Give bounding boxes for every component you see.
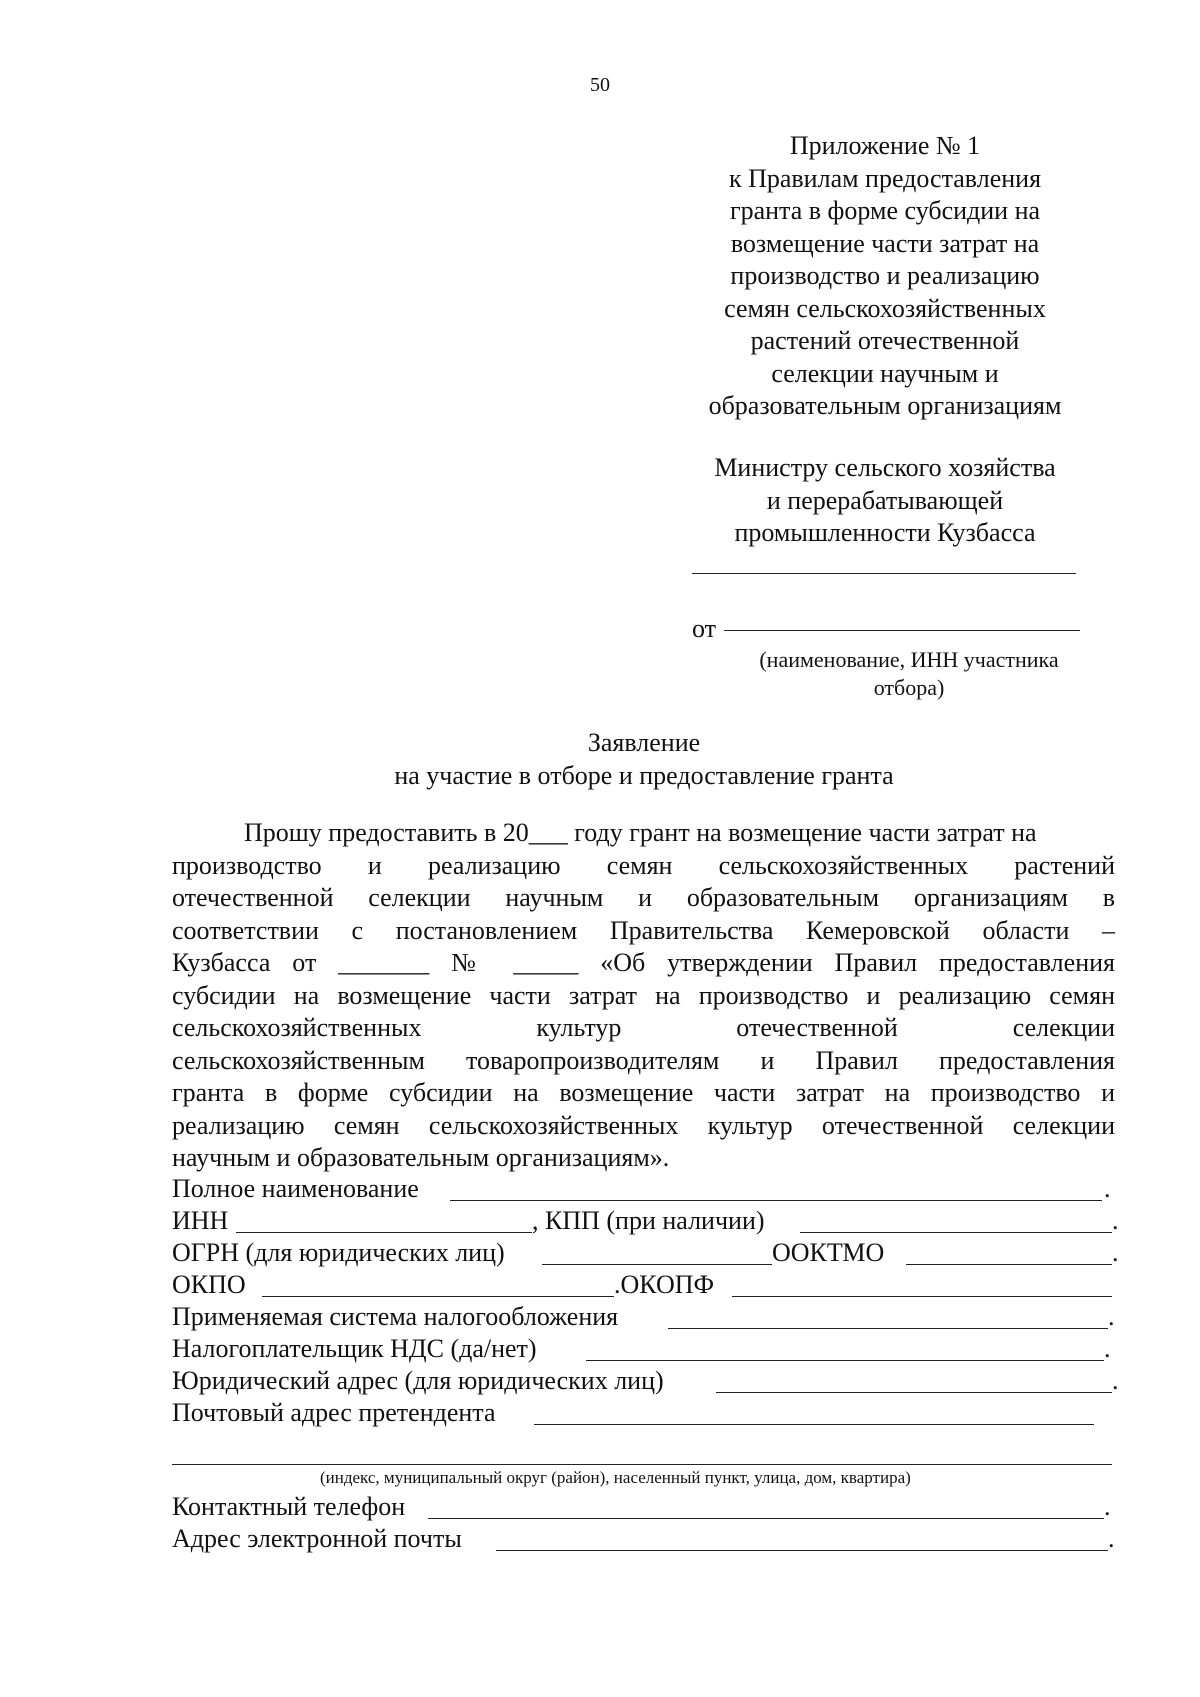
appendix-line: возмещение части затрат на: [730, 228, 1040, 258]
appendix-line: образовательным организациям: [708, 391, 1062, 420]
oktmo-label: ООКТМО: [772, 1238, 885, 1267]
addressee-line: промышленности Кузбасса: [734, 518, 1036, 547]
tax-system-field[interactable]: [668, 1328, 1108, 1329]
vat-label: Налогоплательщик НДС (да/нет): [172, 1334, 537, 1363]
form-row-ogrn-oktmo: [172, 1238, 1119, 1270]
phone-label: Контактный телефон: [172, 1492, 406, 1521]
body-line: Кузбасса от _______ № _____ «Об утверждении Правил предоставления: [172, 948, 1115, 977]
document-title: [0, 726, 1200, 792]
form-row-tax-system: [172, 1302, 1115, 1334]
row-end-dot: .: [1112, 1206, 1119, 1235]
body-line: сельскохозяйственным товаропроизводителям и Правил предоставления: [172, 1045, 1115, 1075]
legal-address-field[interactable]: [716, 1392, 1112, 1393]
addressee-block: [680, 452, 1090, 550]
from-note: (наименование, ИНН участника отбора): [759, 647, 1059, 700]
legal-address-label: Юридический адрес (для юридических лиц): [172, 1366, 664, 1395]
form-row-legal-address: [172, 1366, 1119, 1398]
appendix-line: Приложение № 1: [789, 131, 981, 160]
addressee-line: и перерабатывающей: [766, 485, 1004, 515]
appendix-line: растений отечественной: [750, 326, 1020, 355]
row-end-dot: .: [1104, 1174, 1111, 1203]
row-end-dot: .: [1112, 1238, 1119, 1267]
body-paragraph: [172, 817, 1115, 1175]
postal-address-field[interactable]: [534, 1424, 1094, 1425]
from-label: от: [692, 614, 717, 643]
email-label: Адрес электронной почты: [172, 1524, 462, 1553]
okpo-field[interactable]: [262, 1296, 614, 1297]
ogrn-label: ОГРН (для юридических лиц): [172, 1238, 505, 1267]
body-line: научным и образовательным организациям».: [172, 1143, 670, 1172]
appendix-line: к Правилам предоставления: [728, 163, 1042, 193]
addressee-blank-line[interactable]: [692, 573, 1076, 574]
full-name-field[interactable]: [450, 1200, 1102, 1201]
form-row-phone: [172, 1492, 1115, 1524]
oktmo-field[interactable]: [906, 1264, 1112, 1265]
tax-system-label: Применяемая система налогообложения: [172, 1302, 619, 1331]
form-row-vat: [172, 1334, 1115, 1366]
okopf-field[interactable]: [732, 1296, 1112, 1297]
title-line-2: на участие в отборе и предоставление гранта: [394, 761, 894, 790]
inn-label: ИНН: [172, 1206, 229, 1235]
body-line: Прошу предоставить в 20___ году грант на возмещение части затрат на: [244, 818, 1037, 847]
ogrn-field[interactable]: [542, 1264, 772, 1265]
phone-field[interactable]: [428, 1518, 1104, 1519]
inn-field[interactable]: [236, 1232, 532, 1233]
row-end-dot: .: [1104, 1492, 1111, 1521]
vat-field[interactable]: [586, 1360, 1104, 1361]
body-line: гранта в форме субсидии на возмещение части затрат на производство и: [172, 1078, 1115, 1107]
appendix-line: производство и реализацию: [730, 261, 1040, 290]
row-end-dot: .: [1104, 1334, 1111, 1363]
appendix-line: семян сельскохозяйственных: [724, 293, 1046, 323]
appendix-block: [680, 130, 1090, 423]
from-blank-line[interactable]: [724, 630, 1080, 631]
body-line: сельскохозяйственных культур отечественной селекции: [172, 1013, 1115, 1042]
row-end-dot: .: [1108, 1302, 1115, 1331]
body-line: субсидии на возмещение части затрат на производство и реализацию семян: [172, 980, 1115, 1010]
kpp-field[interactable]: [800, 1232, 1112, 1233]
body-line: отечественной селекции научным и образовательным организациям в: [172, 883, 1115, 912]
appendix-line: селекции научным и: [771, 358, 999, 388]
form-row-okpo-okopf: [172, 1270, 1115, 1302]
postal-address-label: Почтовый адрес претендента: [172, 1398, 496, 1427]
email-field[interactable]: [496, 1550, 1108, 1551]
full-name-label: Полное наименование: [172, 1174, 419, 1203]
form-row-email: [172, 1524, 1115, 1556]
form-row-full-name: [172, 1174, 1115, 1206]
okpo-label: ОКПО: [172, 1270, 246, 1299]
appendix-line: гранта в форме субсидии на: [729, 196, 1041, 225]
kpp-label: , КПП (при наличии): [532, 1206, 765, 1235]
row-end-dot: .: [1108, 1524, 1115, 1553]
title-line-1: Заявление: [587, 728, 701, 757]
address-note: (индекс, муниципальный округ (район), населенный пункт, улица, дом, квартира): [320, 1468, 911, 1487]
form-row-inn-kpp: [172, 1206, 1119, 1238]
postal-address-field-line2[interactable]: [172, 1464, 1112, 1465]
body-line: производство и реализацию семян сельскохозяйственных растений: [172, 850, 1115, 880]
okopf-label: .ОКОПФ: [614, 1270, 715, 1299]
body-line: реализацию семян сельскохозяйственных культур отечественной селекции: [172, 1110, 1115, 1140]
from-row: [692, 614, 716, 644]
row-end-dot: .: [1112, 1366, 1119, 1395]
page-number: 50: [590, 74, 610, 96]
form-row-postal-address: [172, 1398, 1115, 1430]
addressee-line: Министру сельского хозяйства: [714, 453, 1056, 482]
body-line: соответствии с постановлением Правительства Кемеровской области –: [172, 915, 1115, 945]
